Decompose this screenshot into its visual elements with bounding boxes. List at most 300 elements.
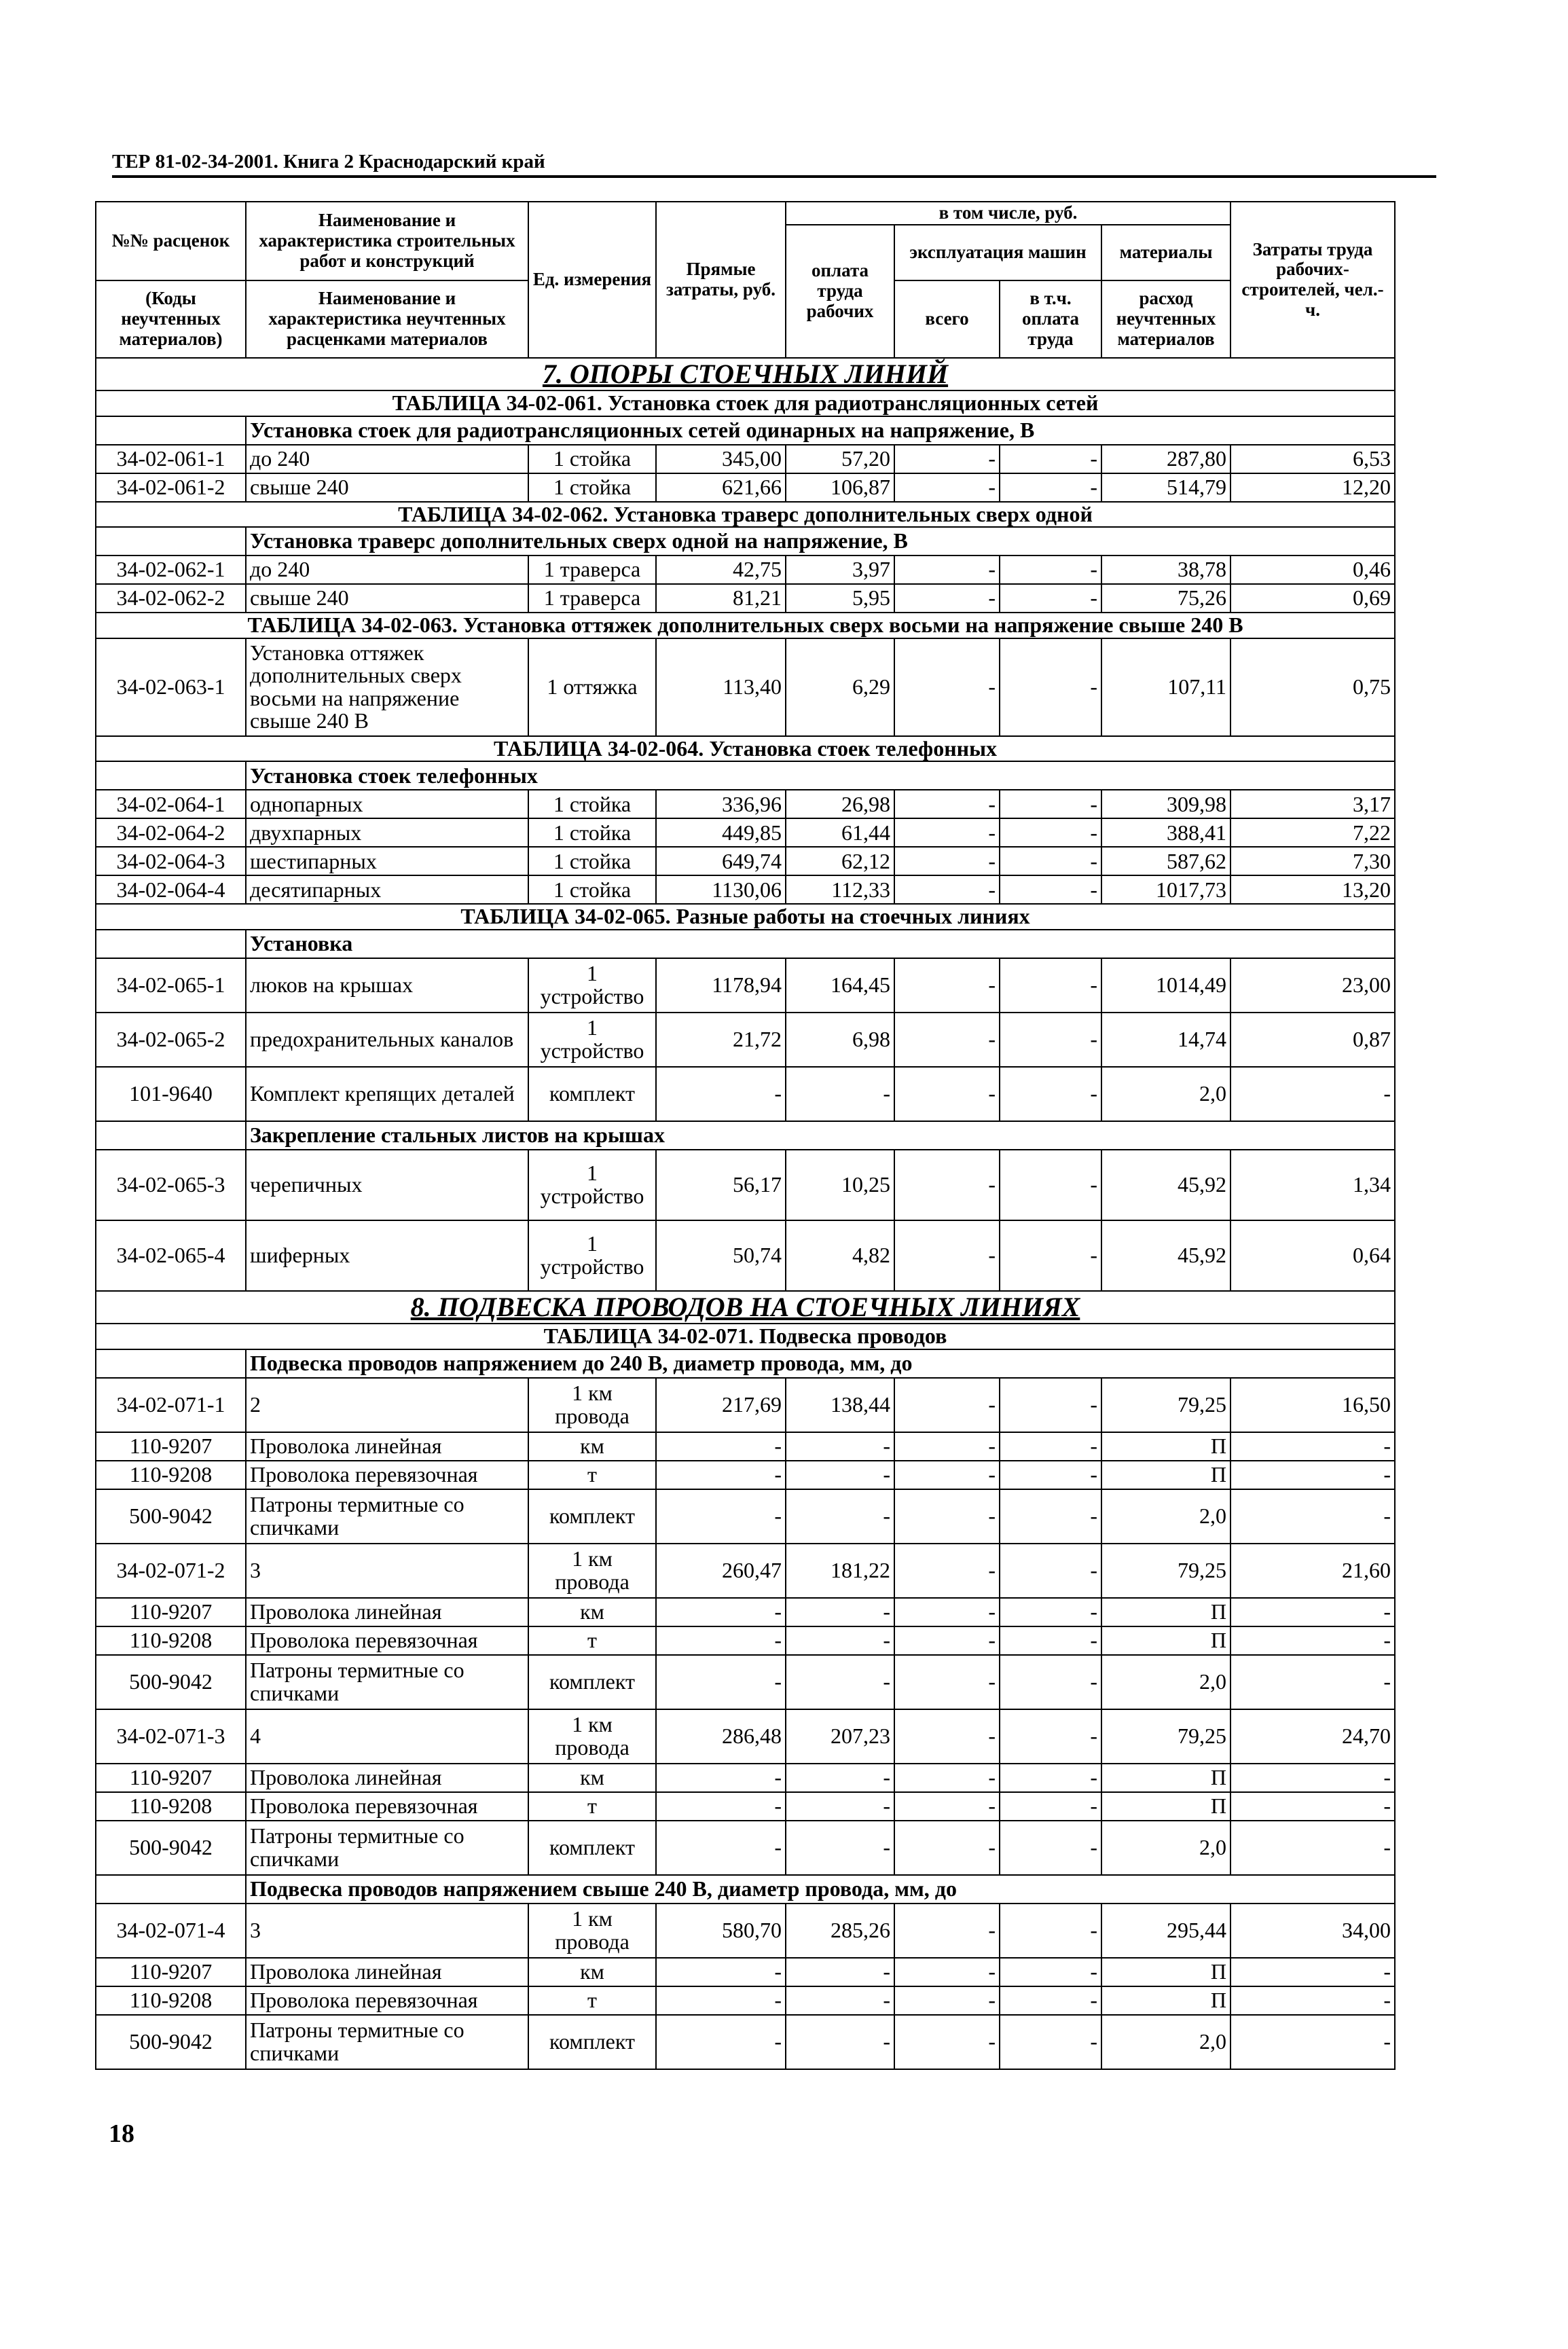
labor-cost: 24,70: [1230, 1709, 1395, 1764]
col-wages: оплата труда рабочих: [786, 225, 894, 358]
wages: 138,44: [786, 1378, 894, 1432]
rate-code: 34-02-062-1: [96, 556, 246, 584]
machines-wages: -: [1000, 790, 1101, 818]
work-name: Проволока линейная: [246, 1958, 528, 1986]
machines-wages: -: [1000, 1958, 1101, 1986]
direct-cost: 449,85: [656, 818, 786, 847]
labor-cost: 23,00: [1230, 958, 1395, 1013]
machines-total: -: [894, 1150, 1000, 1220]
unit: 1 стойка: [528, 473, 656, 502]
wages: 57,20: [786, 445, 894, 473]
direct-cost: 580,70: [656, 1904, 786, 1958]
col-direct: Прямые затраты, руб.: [656, 202, 786, 358]
wages: -: [786, 1461, 894, 1489]
work-name: Патроны термитные со спичками: [246, 2015, 528, 2069]
wages: 62,12: [786, 847, 894, 875]
table-row: [96, 1432, 1395, 1461]
col-machines-wages: в т.ч. оплата труда: [1000, 280, 1101, 358]
direct-cost: -: [656, 1598, 786, 1626]
direct-cost: 260,47: [656, 1544, 786, 1598]
work-name: люков на крышах: [246, 958, 528, 1013]
rate-code: 500-9042: [96, 1821, 246, 1875]
unit: 1 устройство: [528, 958, 656, 1013]
rate-code: 34-02-065-1: [96, 958, 246, 1013]
materials: П: [1101, 1598, 1230, 1626]
rate-code: 34-02-061-2: [96, 473, 246, 502]
direct-cost: 113,40: [656, 638, 786, 736]
unit: 1 км провода: [528, 1544, 656, 1598]
col-name-bottom: Наименование и характеристика неучтенных расценками материалов: [246, 280, 528, 358]
col-labor: Затраты труда рабочих-строителей, чел.-ч.: [1230, 202, 1395, 358]
wages: -: [786, 1432, 894, 1461]
machines-wages: -: [1000, 445, 1101, 473]
table-row: [96, 1461, 1395, 1489]
wages: -: [786, 1626, 894, 1655]
direct-cost: 21,72: [656, 1013, 786, 1067]
wages: 106,87: [786, 473, 894, 502]
machines-wages: -: [1000, 1544, 1101, 1598]
labor-cost: -: [1230, 1598, 1395, 1626]
labor-cost: -: [1230, 1067, 1395, 1121]
wages: 285,26: [786, 1904, 894, 1958]
labor-cost: -: [1230, 1432, 1395, 1461]
materials: 309,98: [1101, 790, 1230, 818]
subheading-row: [96, 527, 1395, 556]
work-name: до 240: [246, 556, 528, 584]
machines-total: -: [894, 958, 1000, 1013]
machines-wages: -: [1000, 847, 1101, 875]
materials: 587,62: [1101, 847, 1230, 875]
machines-total: -: [894, 1709, 1000, 1764]
labor-cost: -: [1230, 1792, 1395, 1821]
rate-code: 34-02-071-2: [96, 1544, 246, 1598]
rate-code: 34-02-063-1: [96, 638, 246, 736]
table-row: [96, 1764, 1395, 1792]
machines-wages: -: [1000, 1626, 1101, 1655]
unit: комплект: [528, 1489, 656, 1544]
materials: 2,0: [1101, 1655, 1230, 1709]
unit: 1 устройство: [528, 1013, 656, 1067]
wages: -: [786, 1958, 894, 1986]
materials: 1017,73: [1101, 875, 1230, 904]
labor-cost: -: [1230, 1655, 1395, 1709]
table-row: [96, 1958, 1395, 1986]
machines-wages: -: [1000, 818, 1101, 847]
materials: 295,44: [1101, 1904, 1230, 1958]
machines-total: -: [894, 1378, 1000, 1432]
machines-wages: -: [1000, 1904, 1101, 1958]
machines-total: -: [894, 2015, 1000, 2069]
materials: 388,41: [1101, 818, 1230, 847]
direct-cost: -: [656, 1461, 786, 1489]
table-row: [96, 556, 1395, 584]
machines-wages: -: [1000, 473, 1101, 502]
materials: 287,80: [1101, 445, 1230, 473]
wages: -: [786, 1764, 894, 1792]
header-rule: [112, 175, 1436, 178]
direct-cost: -: [656, 2015, 786, 2069]
wages: 4,82: [786, 1220, 894, 1291]
col-name-top: Наименование и характеристика строительных работ и конструкций: [246, 202, 528, 280]
table-row: [96, 847, 1395, 875]
machines-total: -: [894, 1432, 1000, 1461]
labor-cost: 7,22: [1230, 818, 1395, 847]
labor-cost: -: [1230, 1821, 1395, 1875]
machines-total: -: [894, 1220, 1000, 1291]
rate-code: 34-02-065-2: [96, 1013, 246, 1067]
machines-total: -: [894, 1792, 1000, 1821]
wages: -: [786, 1792, 894, 1821]
direct-cost: 286,48: [656, 1709, 786, 1764]
wages: -: [786, 1821, 894, 1875]
unit: 1 устройство: [528, 1220, 656, 1291]
labor-cost: 7,30: [1230, 847, 1395, 875]
machines-total: -: [894, 1986, 1000, 2015]
materials: П: [1101, 1626, 1230, 1655]
labor-cost: 0,75: [1230, 638, 1395, 736]
rate-code: 34-02-065-4: [96, 1220, 246, 1291]
subheading-text: Установка стоек для радиотрансляционных сетей одинарных на напряжение, В: [246, 416, 1395, 445]
materials: 75,26: [1101, 584, 1230, 613]
subheading-text: Подвеска проводов напряжением до 240 В, диаметр провода, мм, до: [246, 1349, 1395, 1378]
work-name: до 240: [246, 445, 528, 473]
col-code-bottom: (Коды неучтенных материалов): [96, 280, 246, 358]
subheading-text: Подвеска проводов напряжением свыше 240 В, диаметр провода, мм, до: [246, 1875, 1395, 1904]
table-row: [96, 473, 1395, 502]
unit: 1 устройство: [528, 1150, 656, 1220]
unit: т: [528, 1461, 656, 1489]
machines-total: -: [894, 818, 1000, 847]
labor-cost: 0,87: [1230, 1013, 1395, 1067]
machines-total: -: [894, 445, 1000, 473]
section-title: 7. ОПОРЫ СТОЕЧНЫХ ЛИНИЙ: [96, 358, 1395, 390]
wages: 207,23: [786, 1709, 894, 1764]
machines-total: -: [894, 584, 1000, 613]
table-row: [96, 818, 1395, 847]
subheading-blank: [96, 1875, 246, 1904]
rate-code: 34-02-064-1: [96, 790, 246, 818]
unit: 1 стойка: [528, 445, 656, 473]
table-row: [96, 1986, 1395, 2015]
work-name: свыше 240: [246, 473, 528, 502]
subheading-text: Закрепление стальных листов на крышах: [246, 1121, 1395, 1150]
materials: П: [1101, 1986, 1230, 2015]
col-unit: Ед. измерения: [528, 202, 656, 358]
work-name: 3: [246, 1904, 528, 1958]
table-title: ТАБЛИЦА 34-02-063. Установка оттяжек дополнительных сверх восьми на напряжение свыше 240 В: [96, 613, 1395, 638]
machines-wages: -: [1000, 1378, 1101, 1432]
table-title: ТАБЛИЦА 34-02-062. Установка траверс дополнительных сверх одной: [96, 502, 1395, 528]
direct-cost: 1178,94: [656, 958, 786, 1013]
table-row: [96, 1378, 1395, 1432]
machines-wages: -: [1000, 1461, 1101, 1489]
wages: 6,98: [786, 1013, 894, 1067]
work-name: Комплект крепящих деталей: [246, 1067, 528, 1121]
table-heading: [96, 613, 1395, 638]
wages: -: [786, 2015, 894, 2069]
direct-cost: 1130,06: [656, 875, 786, 904]
labor-cost: -: [1230, 1958, 1395, 1986]
direct-cost: -: [656, 1792, 786, 1821]
rate-code: 101-9640: [96, 1067, 246, 1121]
table-row: [96, 584, 1395, 613]
labor-cost: 12,20: [1230, 473, 1395, 502]
labor-cost: 0,46: [1230, 556, 1395, 584]
direct-cost: 50,74: [656, 1220, 786, 1291]
wages: 10,25: [786, 1150, 894, 1220]
machines-total: -: [894, 1598, 1000, 1626]
direct-cost: 81,21: [656, 584, 786, 613]
direct-cost: -: [656, 1489, 786, 1544]
rate-code: 110-9207: [96, 1598, 246, 1626]
direct-cost: -: [656, 1986, 786, 2015]
rate-code: 34-02-062-2: [96, 584, 246, 613]
materials: 2,0: [1101, 2015, 1230, 2069]
rate-code: 34-02-071-4: [96, 1904, 246, 1958]
wages: -: [786, 1655, 894, 1709]
machines-wages: -: [1000, 1013, 1101, 1067]
subheading-blank: [96, 1121, 246, 1150]
table-row: [96, 1150, 1395, 1220]
materials: 45,92: [1101, 1220, 1230, 1291]
rate-code: 110-9208: [96, 1461, 246, 1489]
rate-code: 110-9208: [96, 1792, 246, 1821]
table-row: [96, 958, 1395, 1013]
work-name: 2: [246, 1378, 528, 1432]
direct-cost: 42,75: [656, 556, 786, 584]
table-heading: [96, 502, 1395, 528]
wages: 112,33: [786, 875, 894, 904]
work-name: 3: [246, 1544, 528, 1598]
machines-total: -: [894, 638, 1000, 736]
col-including: в том числе, руб.: [786, 202, 1230, 225]
direct-cost: -: [656, 1764, 786, 1792]
machines-total: -: [894, 847, 1000, 875]
table-heading: [96, 1324, 1395, 1349]
table-row: [96, 2015, 1395, 2069]
unit: 1 стойка: [528, 818, 656, 847]
table-row: [96, 790, 1395, 818]
subheading-row: [96, 1349, 1395, 1378]
wages: -: [786, 1489, 894, 1544]
labor-cost: 3,17: [1230, 790, 1395, 818]
machines-total: -: [894, 1013, 1000, 1067]
table-row: [96, 1489, 1395, 1544]
machines-wages: -: [1000, 1655, 1101, 1709]
table-row: [96, 1904, 1395, 1958]
labor-cost: 0,69: [1230, 584, 1395, 613]
table-row: [96, 1067, 1395, 1121]
materials: 107,11: [1101, 638, 1230, 736]
machines-wages: -: [1000, 584, 1101, 613]
table-row: [96, 1821, 1395, 1875]
materials: 79,25: [1101, 1378, 1230, 1432]
rate-code: 500-9042: [96, 2015, 246, 2069]
machines-wages: -: [1000, 638, 1101, 736]
work-name: Проволока линейная: [246, 1764, 528, 1792]
rate-code: 500-9042: [96, 1655, 246, 1709]
wages: 26,98: [786, 790, 894, 818]
rate-code: 34-02-064-2: [96, 818, 246, 847]
unit: 1 стойка: [528, 790, 656, 818]
section-heading: [96, 1291, 1395, 1324]
unit: 1 км провода: [528, 1378, 656, 1432]
wages: -: [786, 1598, 894, 1626]
materials: 514,79: [1101, 473, 1230, 502]
work-name: свыше 240: [246, 584, 528, 613]
table-title: ТАБЛИЦА 34-02-071. Подвеска проводов: [96, 1324, 1395, 1349]
table-heading: [96, 390, 1395, 416]
work-name: Проволока перевязочная: [246, 1792, 528, 1821]
machines-wages: -: [1000, 1067, 1101, 1121]
wages: -: [786, 1986, 894, 2015]
machines-wages: -: [1000, 1709, 1101, 1764]
work-name: двухпарных: [246, 818, 528, 847]
work-name: Установка оттяжек дополнительных сверх восьми на напряжение свыше 240 В: [246, 638, 528, 736]
materials: П: [1101, 1432, 1230, 1461]
unit: км: [528, 1432, 656, 1461]
table-row: [96, 875, 1395, 904]
table-body: [96, 358, 1395, 2069]
rate-code: 110-9207: [96, 1958, 246, 1986]
col-code-top: №№ расценок: [96, 202, 246, 280]
col-materials-sub: расход неучтенных материалов: [1101, 280, 1230, 358]
direct-cost: -: [656, 1067, 786, 1121]
work-name: десятипарных: [246, 875, 528, 904]
machines-wages: -: [1000, 1598, 1101, 1626]
labor-cost: -: [1230, 2015, 1395, 2069]
table-row: [96, 1544, 1395, 1598]
rate-code: 34-02-071-3: [96, 1709, 246, 1764]
unit: комплект: [528, 1821, 656, 1875]
unit: 1 оттяжка: [528, 638, 656, 736]
table-heading: [96, 904, 1395, 930]
machines-wages: -: [1000, 1489, 1101, 1544]
wages: 3,97: [786, 556, 894, 584]
unit: 1 траверса: [528, 584, 656, 613]
machines-total: -: [894, 1958, 1000, 1986]
direct-cost: 56,17: [656, 1150, 786, 1220]
materials: 2,0: [1101, 1067, 1230, 1121]
machines-total: -: [894, 875, 1000, 904]
machines-wages: -: [1000, 556, 1101, 584]
materials: 1014,49: [1101, 958, 1230, 1013]
machines-total: -: [894, 1655, 1000, 1709]
machines-wages: -: [1000, 1764, 1101, 1792]
work-name: предохранительных каналов: [246, 1013, 528, 1067]
rate-code: 110-9208: [96, 1626, 246, 1655]
work-name: Проволока линейная: [246, 1598, 528, 1626]
materials: П: [1101, 1958, 1230, 1986]
machines-total: -: [894, 1904, 1000, 1958]
machines-total: -: [894, 473, 1000, 502]
subheading-row: [96, 761, 1395, 790]
materials: 79,25: [1101, 1544, 1230, 1598]
unit: 1 стойка: [528, 847, 656, 875]
work-name: 4: [246, 1709, 528, 1764]
rates-table: [95, 201, 1396, 2070]
wages: 61,44: [786, 818, 894, 847]
table-title: ТАБЛИЦА 34-02-065. Разные работы на стоечных линиях: [96, 904, 1395, 930]
table-row: [96, 1792, 1395, 1821]
rate-code: 34-02-064-4: [96, 875, 246, 904]
section-title: 8. ПОДВЕСКА ПРОВОДОВ НА СТОЕЧНЫХ ЛИНИЯХ: [96, 1291, 1395, 1324]
machines-wages: -: [1000, 1432, 1101, 1461]
work-name: Проволока перевязочная: [246, 1461, 528, 1489]
labor-cost: 34,00: [1230, 1904, 1395, 1958]
subheading-text: Установка: [246, 930, 1395, 958]
direct-cost: -: [656, 1655, 786, 1709]
materials: П: [1101, 1792, 1230, 1821]
direct-cost: 336,96: [656, 790, 786, 818]
unit: км: [528, 1764, 656, 1792]
rate-code: 500-9042: [96, 1489, 246, 1544]
machines-wages: -: [1000, 1220, 1101, 1291]
col-machines: эксплуатация машин: [894, 225, 1101, 280]
machines-wages: -: [1000, 1986, 1101, 2015]
unit: 1 траверса: [528, 556, 656, 584]
work-name: Проволока перевязочная: [246, 1986, 528, 2015]
labor-cost: 13,20: [1230, 875, 1395, 904]
work-name: шестипарных: [246, 847, 528, 875]
subheading-row: [96, 1875, 1395, 1904]
work-name: Проволока перевязочная: [246, 1626, 528, 1655]
work-name: Проволока линейная: [246, 1432, 528, 1461]
unit: 1 км провода: [528, 1709, 656, 1764]
machines-total: -: [894, 1461, 1000, 1489]
labor-cost: 1,34: [1230, 1150, 1395, 1220]
machines-wages: -: [1000, 1792, 1101, 1821]
direct-cost: -: [656, 1432, 786, 1461]
direct-cost: -: [656, 1626, 786, 1655]
section-heading: [96, 358, 1395, 390]
work-name: однопарных: [246, 790, 528, 818]
machines-wages: -: [1000, 1821, 1101, 1875]
machines-total: -: [894, 1489, 1000, 1544]
rate-code: 110-9207: [96, 1764, 246, 1792]
labor-cost: 16,50: [1230, 1378, 1395, 1432]
unit: км: [528, 1598, 656, 1626]
subheading-row: [96, 1121, 1395, 1150]
unit: т: [528, 1626, 656, 1655]
subheading-blank: [96, 416, 246, 445]
machines-total: -: [894, 1626, 1000, 1655]
labor-cost: -: [1230, 1764, 1395, 1792]
materials: 2,0: [1101, 1489, 1230, 1544]
rate-code: 34-02-064-3: [96, 847, 246, 875]
labor-cost: -: [1230, 1626, 1395, 1655]
table-title: ТАБЛИЦА 34-02-061. Установка стоек для радиотрансляционных сетей: [96, 390, 1395, 416]
rate-code: 34-02-071-1: [96, 1378, 246, 1432]
rate-code: 34-02-065-3: [96, 1150, 246, 1220]
col-machines-total: всего: [894, 280, 1000, 358]
direct-cost: -: [656, 1958, 786, 1986]
machines-wages: -: [1000, 1150, 1101, 1220]
materials: П: [1101, 1461, 1230, 1489]
subheading-blank: [96, 930, 246, 958]
machines-total: -: [894, 790, 1000, 818]
unit: 1 стойка: [528, 875, 656, 904]
labor-cost: -: [1230, 1489, 1395, 1544]
table-row: [96, 1655, 1395, 1709]
unit: 1 км провода: [528, 1904, 656, 1958]
work-name: Патроны термитные со спичками: [246, 1489, 528, 1544]
work-name: Патроны термитные со спичками: [246, 1821, 528, 1875]
unit: т: [528, 1792, 656, 1821]
unit: комплект: [528, 2015, 656, 2069]
unit: т: [528, 1986, 656, 2015]
table-row: [96, 1013, 1395, 1067]
